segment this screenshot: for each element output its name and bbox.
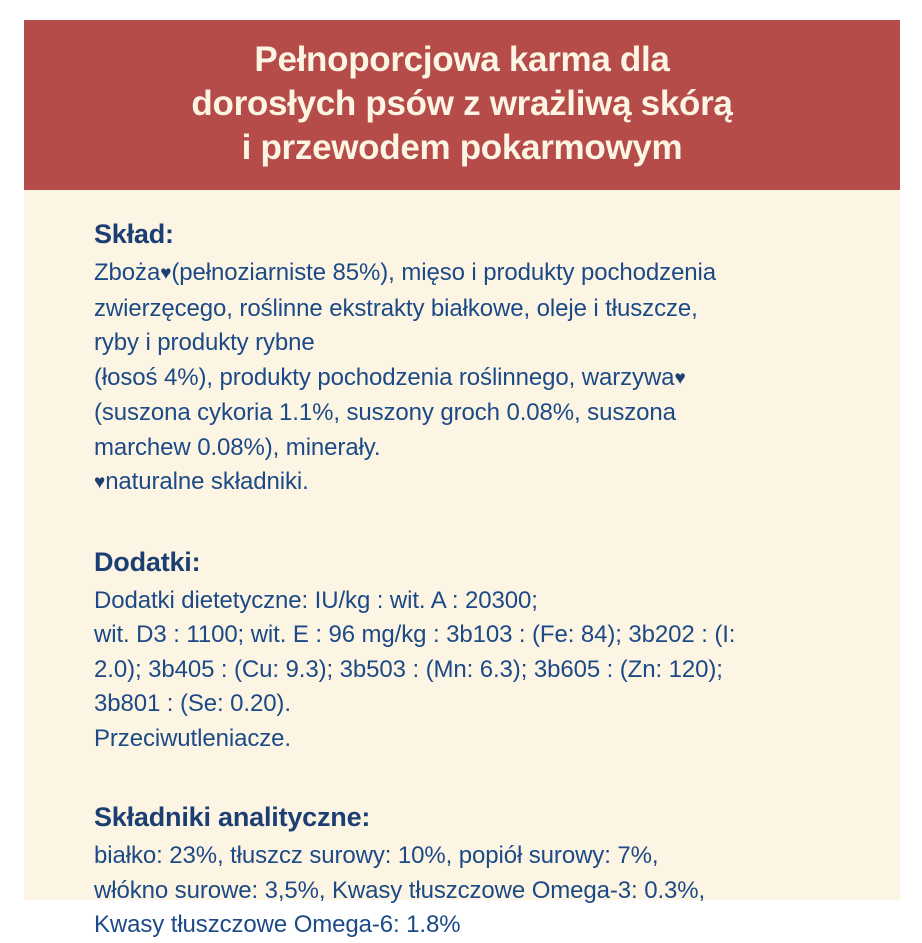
heart-icon: ♥ [94,472,106,493]
composition-heading: Skład: [94,219,174,249]
additives-body [94,584,852,757]
heart-icon: ♥ [674,367,686,389]
composition-line: marchew 0.08%), minerały. [94,433,381,461]
composition-line: (łosoś 4%), produkty pochodzenia roślinnego, warzywa♥ [94,363,686,391]
analytical-constituents-body [94,839,852,943]
additives-line: Przeciwutleniacze. [94,724,291,752]
composition-line: (suszona cykoria 1.1%, suszony groch 0.08%, suszona [94,399,676,426]
label-body-panel [24,190,900,943]
analytical-line: białko: 23%, tłuszcz surowy: 10%, popiół surowy: 7%, [94,842,659,869]
analytical-line: włókno surowe: 3,5%, Kwasy tłuszczowe Omega-3: 0.3%, [94,876,706,904]
section-analytical-constituents [94,799,852,943]
heart-icon: ♥ [160,263,172,284]
composition-line: zwierzęcego, roślinne ekstrakty białkowe, oleje i tłuszcze, [94,294,698,322]
section-additives [94,544,852,757]
composition-line: ryby i produkty rybne [94,329,315,356]
product-title-line-3: i przewodem pokarmowym [241,128,683,167]
additives-line: Dodatki dietetyczne: IU/kg : wit. A : 20300; [94,586,538,614]
additives-line: 2.0); 3b405 : (Cu: 9.3); 3b503 : (Mn: 6.3); 3b605 : (Zn: 120); [94,655,723,683]
composition-footnote: ♥naturalne składniki. [94,468,309,495]
analytical-line: Kwasy tłuszczowe Omega-6: 1.8% [94,911,461,938]
product-title-banner [24,20,900,190]
additives-heading: Dodatki: [94,546,201,577]
pet-food-label-card [24,20,900,938]
composition-body [94,256,852,501]
additives-line: wit. D3 : 1100; wit. E : 96 mg/kg : 3b103 : (Fe: 84); 3b202 : (I: [94,621,736,648]
composition-line: Zboża♥(pełnoziarniste 85%), mięso i produkty pochodzenia [94,259,717,286]
additives-line: 3b801 : (Se: 0.20). [94,690,291,717]
product-title-line-1: Pełnoporcjowa karma dla [254,40,670,79]
product-title-line-2: dorosłych psów z wrażliwą skórą [191,84,733,123]
analytical-constituents-heading: Składniki analityczne: [94,802,371,832]
section-composition [94,216,852,501]
